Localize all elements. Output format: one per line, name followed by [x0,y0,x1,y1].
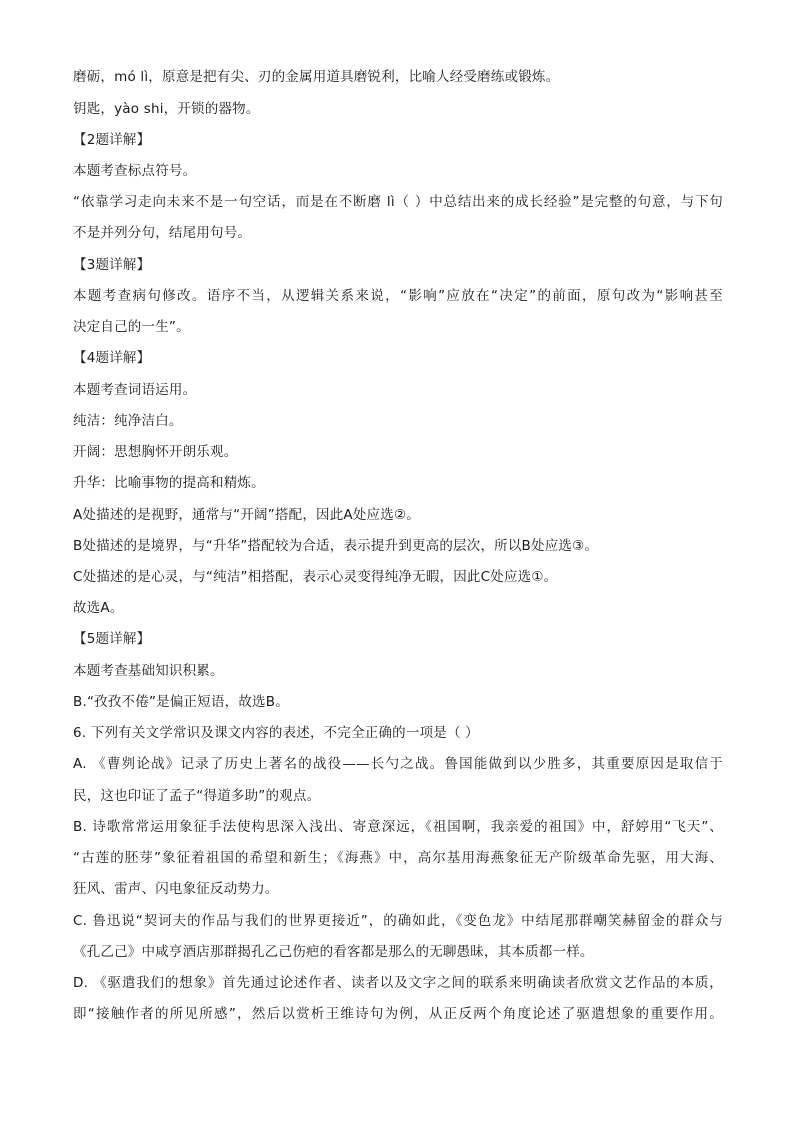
text-line: “依靠学习走向未来不是一句空话，而是在不断磨 lì（ ）中总结出来的成长经验”是完整的句意，与下句 [73,194,723,210]
option-c-continued: 《孔乙己》中咸亨酒店那群揭孔乙己伤疤的看客都是那么的无聊愚昧，其本质都一样。 [73,944,594,960]
text-line: 本题考查基础知识积累。 [73,663,224,679]
section-heading: 【4题详解】 [73,350,151,366]
option-d-continued: 即“接触作者的所见所感”，然后以赏析王维诗句为例，从正反两个角度论述了驱遣想象的重要作用。 [73,1006,723,1022]
text-line: 本题考查病句修改。语序不当，从逻辑关系来说，“影响”应放在“决定”的前面，原句改为“影响甚至 [73,288,723,304]
text-line: 决定自己的一生”。 [73,319,190,335]
option-a: A. 《曹刿论战》记录了历史上著名的战役——长勺之战。鲁国能做到以少胜多，其重要原因是取信于 [73,756,723,772]
option-c: C. 鲁迅说“契诃夫的作品与我们的世界更接近”，的确如此，《变色龙》中结尾那群嘲笑赫留金的群众与 [73,913,723,929]
text-line: 纯洁：纯净洁白。 [73,413,183,429]
text-line: 钥匙，yào shi，开锁的器物。 [73,101,260,117]
text-line: 升华：比喻事物的提高和精炼。 [73,475,265,491]
text-line: B处描述的是境界，与“升华”搭配较为合适，表示提升到更高的层次，所以B处应选③。 [73,538,599,554]
text-line: 本题考查词语运用。 [73,382,197,398]
option-b-continued: “古莲的胚芽”象征着祖国的希望和新生；《海燕》中，高尔基用海燕象征无产阶级革命先驱，用大海、 [73,850,723,866]
text-line: B.“孜孜不倦”是偏正短语，故选B。 [73,694,289,710]
option-d: D. 《驱遣我们的想象》首先通过论述作者、读者以及文字之间的联系来明确读者欣赏文艺作品的本质， [73,975,723,991]
text-line: 本题考查标点符号。 [73,163,197,179]
question-stem: 6. 下列有关文学常识及课文内容的表述，不完全正确的一项是（ ） [73,725,479,741]
option-a-continued: 民，这也印证了孟子“得道多助”的观点。 [73,788,321,804]
section-heading: 【2题详解】 [73,132,151,148]
text-line: 开阔：思想胸怀开朗乐观。 [73,444,238,460]
text-line: A处描述的是视野，通常与“开阔”搭配，因此A处应选②。 [73,507,420,523]
section-heading: 【5题详解】 [73,631,151,647]
section-heading: 【3题详解】 [73,257,151,273]
text-line: 不是并列分句，结尾用句号。 [73,225,252,241]
text-line: 故选A。 [73,600,124,616]
text-line: C处描述的是心灵，与“纯洁”相搭配，表示心灵变得纯净无暇，因此C处应选①。 [73,569,558,585]
option-b: B. 诗歌常常运用象征手法使构思深入浅出、寄意深远，《祖国啊，我亲爱的祖国》中，舒婷用“飞天”、 [73,819,723,835]
text-line: 磨砺，mó lì，原意是把有尖、刃的金属用道具磨锐利，比喻人经受磨练或锻炼。 [73,69,560,85]
option-b-continued: 狂风、雷声、闪电象征反动势力。 [73,881,279,897]
